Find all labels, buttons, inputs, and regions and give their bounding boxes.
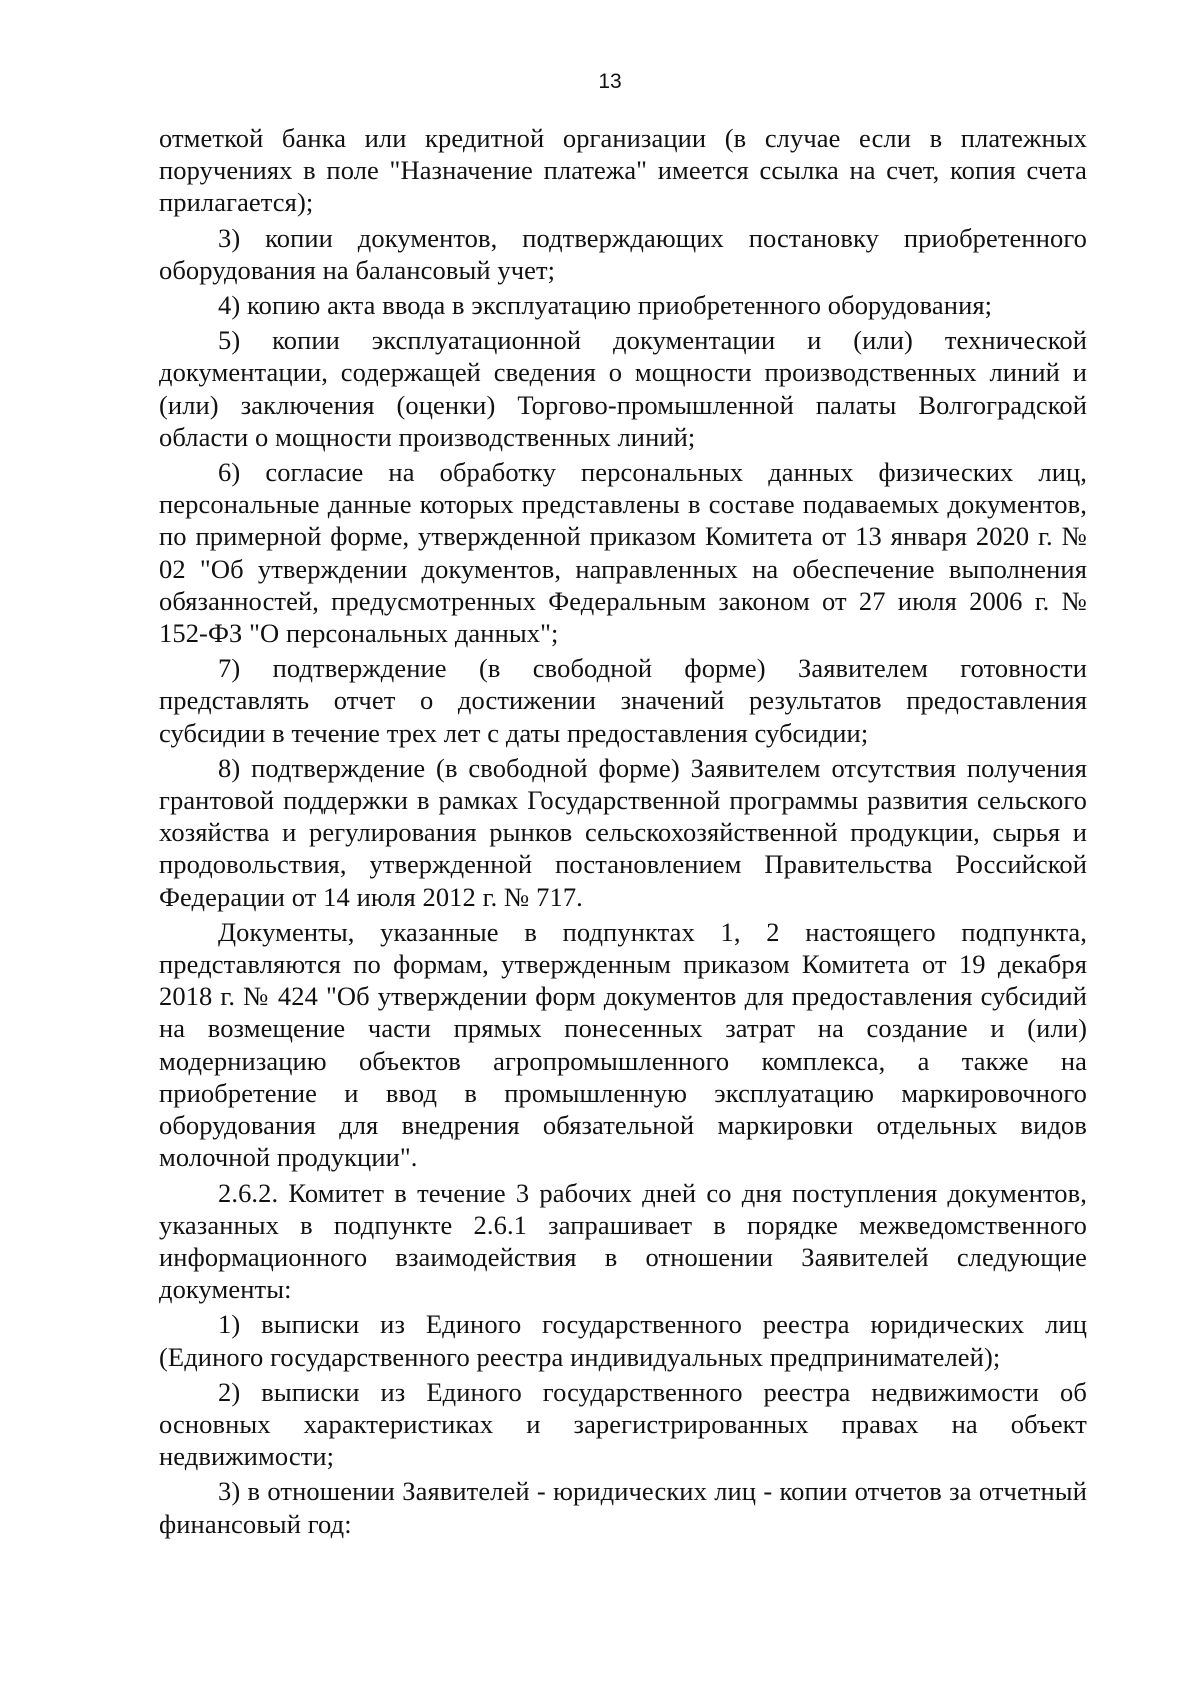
paragraph-item-7: 7) подтверждение (в свободной форме) Заявителем готовности представлять отчет о достижении значений результатов предоставления субсидии в течение трех лет с даты предоставления субсидии; — [159, 653, 1087, 748]
paragraph-item-8: 8) подтверждение (в свободной форме) Заявителем отсутствия получения грантовой поддержки в рамках Государственной программы развития сельского хозяйства и регулирования рынков сельскохозяйственной продукции, сырья и продовольствия, утвержденной постановлением Правительства Российской Федерации от 14 июля 2012 г. № 717. — [159, 752, 1087, 912]
document-body — [159, 122, 1087, 1540]
paragraph-request-item-3: 3) в отношении Заявителей - юридических лиц - копии отчетов за отчетный финансовый год: — [159, 1476, 1087, 1539]
paragraph-item-5: 5) копии эксплуатационной документации и (или) технической документации, содержащей сведения о мощности производственных линий и (или) заключения (оценки) Торгово-промышленной палаты Волгоградской области о мощности производственных линий; — [159, 325, 1087, 452]
paragraph-item-6: 6) согласие на обработку персональных данных физических лиц, персональные данные которых представлены в составе подаваемых документов, по примерной форме, утвержденной приказом Комитета от 13 января 2020 г. № 02 "Об утверждении документов, направленных на обеспечение выполнения обязанностей, предусмотренных Федеральным законом от 27 июля 2006 г. № 152-ФЗ "О персональных данных"; — [159, 457, 1087, 649]
paragraph-request-item-1: 1) выписки из Единого государственного реестра юридических лиц (Единого государственного реестра индивидуальных предпринимателей); — [159, 1309, 1087, 1372]
paragraph-continuation: отметкой банка или кредитной организации (в случае если в платежных поручениях в поле "Назначение платежа" имеется ссылка на счет, копия счета прилагается); — [159, 123, 1087, 218]
paragraph-2-6-2: 2.6.2. Комитет в течение 3 рабочих дней со дня поступления документов, указанных в подпункте 2.6.1 запрашивает в порядке межведомственного информационного взаимодействия в отношении Заявителей следующие документы: — [159, 1177, 1087, 1305]
paragraph-forms-note: Документы, указанные в подпунктах 1, 2 настоящего подпункта, представляются по формам, утвержденным приказом Комитета от 19 декабря 2018 г. № 424 "Об утверждении форм документов для предоставления субсидий на возмещение части прямых понесенных затрат на создание и (или) модернизацию объектов агропромышленного комплекса, а также на приобретение и ввод в промышленную эксплуатацию маркировочного оборудования для внедрения обязательной маркировки отдельных видов молочной продукции". — [159, 916, 1087, 1173]
paragraph-item-3: 3) копии документов, подтверждающих постановку приобретенного оборудования на балансовый учет; — [159, 222, 1087, 285]
page-number: 13 — [598, 70, 622, 93]
paragraph-request-item-2: 2) выписки из Единого государственного реестра недвижимости об основных характеристиках и зарегистрированных правах на объект недвижимости; — [159, 1376, 1087, 1472]
paragraph-item-4: 4) копию акта ввода в эксплуатацию приобретенного оборудования; — [218, 290, 993, 321]
